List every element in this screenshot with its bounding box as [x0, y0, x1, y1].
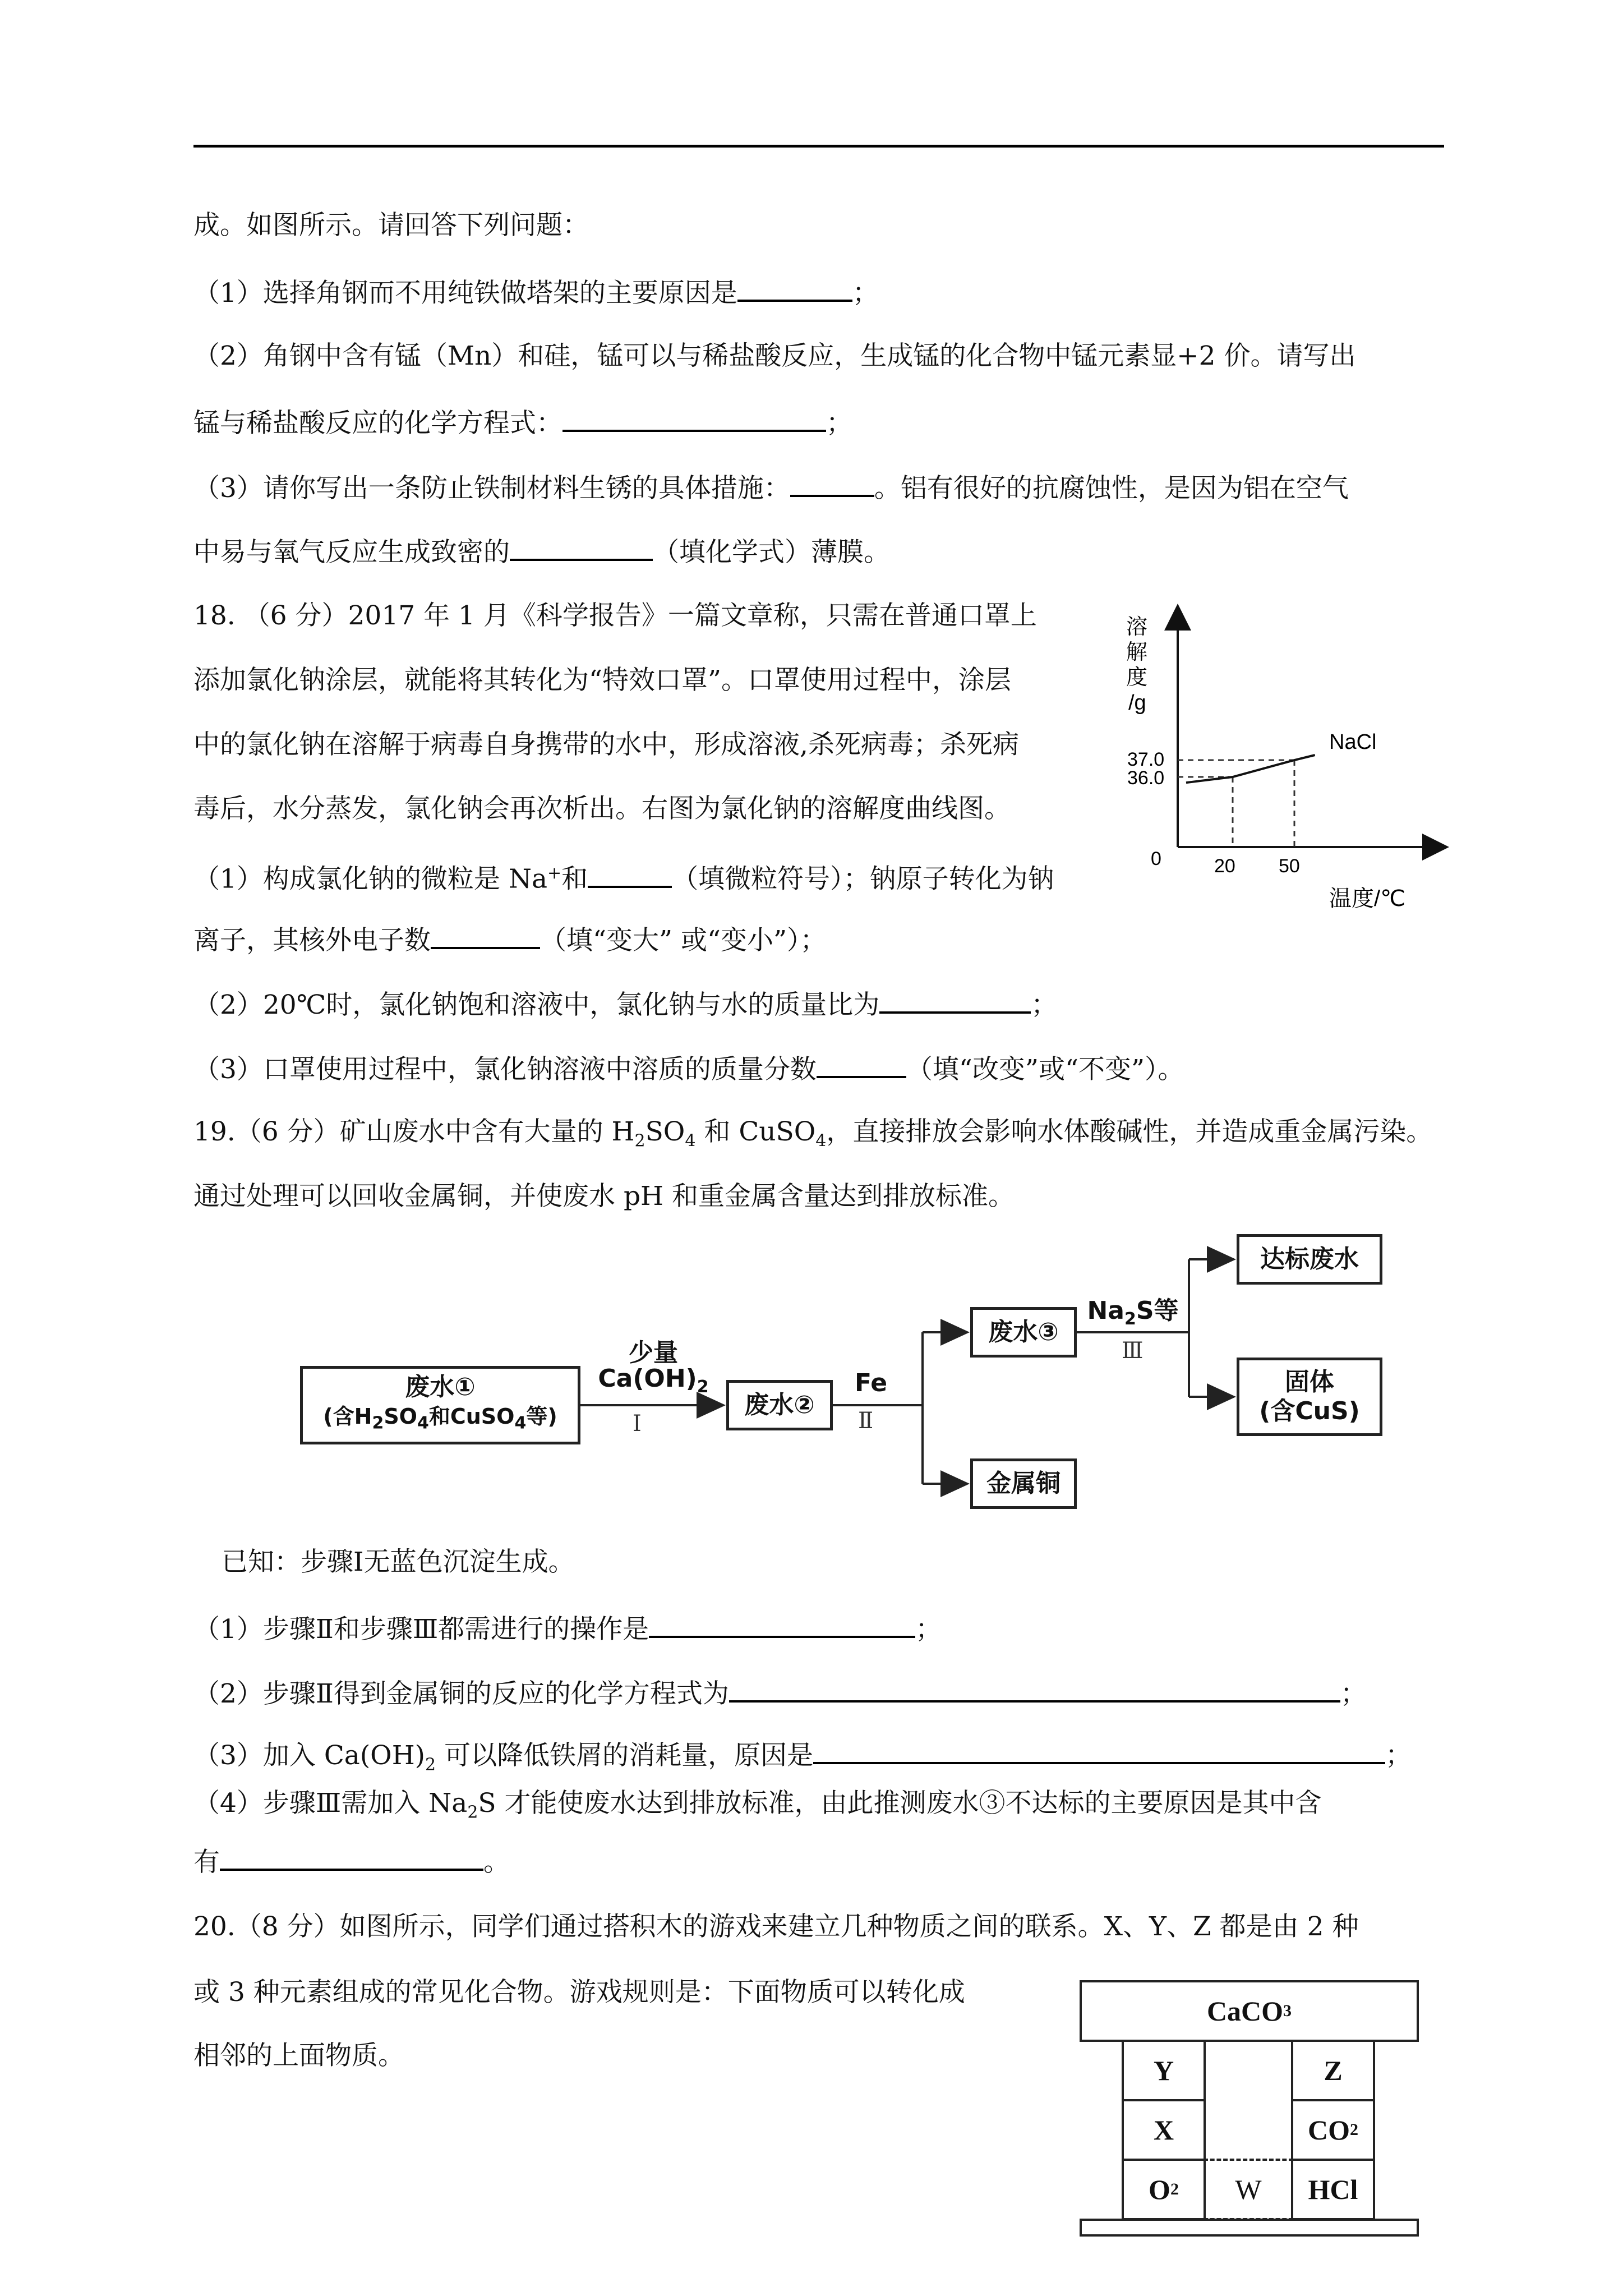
text-line: 毒后，水分蒸发，氯化钠会再次析出。右图为氯化钠的溶解度曲线图。: [193, 793, 1011, 824]
block-w: W: [1204, 2159, 1293, 2220]
block-o2: O 2: [1122, 2159, 1206, 2220]
step2-reagent-label: Fe: [854, 1369, 888, 1397]
x-axis-label: 温度/℃: [1329, 886, 1406, 909]
y-axis-label-2: 解: [1126, 641, 1148, 664]
text-line: （3）加入 $Ca(OH)_2$ 可以降低铁屑的消耗量，原因是 ；: [193, 1736, 1412, 1782]
y-tick-label-36: 36.0: [1127, 767, 1165, 789]
origin-label: 0: [1151, 848, 1161, 869]
text-line: （1）步骤Ⅱ和步骤Ⅲ都需进行的操作是 ；: [193, 1610, 942, 1646]
step1-amount-label: 少量: [629, 1338, 678, 1367]
text-line: 20.（8 分）如图所示，同学们通过搭积木的游戏来建立几种物质之间的联系。X、Y、Z 都是由 2 种: [193, 1911, 1359, 1942]
y-axis-label-3: 度: [1126, 666, 1148, 689]
flow-box-wastewater-1: 废水① (含$H_2SO_4$和CuSO$_4$等): [300, 1366, 580, 1444]
series-label-nacl: NaCl: [1329, 730, 1377, 754]
block-caco3: CaCO 3: [1080, 1980, 1419, 2042]
block-hcl: HCl: [1291, 2159, 1375, 2220]
text-line: 添加氯化钠涂层，就能将其转化为“特效口罩”。口罩使用过程中，涂层: [193, 665, 1012, 696]
flow-box-solid-cus: 固体 (含CuS): [1237, 1358, 1382, 1436]
x-tick-label-50: 50: [1279, 855, 1300, 877]
text-line: （3）口罩使用过程中，氯化钠溶液中溶质的质量分数 （填“改变”或“不变”）。: [193, 1050, 1184, 1087]
block-co2: CO 2: [1291, 2099, 1375, 2161]
y-axis-label-1: 溶: [1126, 615, 1148, 639]
text-line: 有 。: [193, 1843, 510, 1879]
block-base: [1080, 2219, 1419, 2237]
y-axis-label-4: /g: [1128, 691, 1146, 715]
step3-reagent-label: $Na_2S$等: [1087, 1296, 1179, 1329]
text-line: （1）构成氯化钠的微粒是 Na+和 （填微粒符号）；钠原子转化为钠: [193, 857, 1054, 896]
flow-box-wastewater-3: 废水③: [970, 1307, 1077, 1358]
text-line: 中易与氧气反应生成致密的 （填化学式）薄膜。: [193, 533, 890, 569]
answer-blank[interactable]: [220, 1843, 483, 1871]
text-line: （2）角钢中含有锰（Mn）和硅，锰可以与稀盐酸反应，生成锰的化合物中锰元素显+2 价。请写出: [193, 341, 1356, 371]
step1-reagent-label: $Ca(OH)_2$: [598, 1364, 709, 1397]
text-line: （4）步骤Ⅲ需加入 $Na_2S$ 才能使废水达到排放标准，由此推测废水③不达标的主要原因是其中含: [193, 1788, 1322, 1823]
text-line: 18. （6 分）2017 年 1 月《科学报告》一篇文章称，只需在普通口罩上: [193, 600, 1037, 631]
text-line: 已知：步骤Ⅰ无蓝色沉淀生成。: [222, 1547, 575, 1577]
text-line: 锰与稀盐酸反应的化学方程式： ；: [193, 404, 852, 440]
answer-blank[interactable]: [649, 1610, 915, 1638]
text-line: （2）20℃时，氯化钠饱和溶液中，氯化钠与水的质量比为 ；: [193, 986, 1057, 1022]
text-line: （3）请你写出一条防止铁制材料生锈的具体措施： 。铝有很好的抗腐蚀性，是因为铝在空气: [193, 469, 1349, 505]
text-line: 或 3 种元素组成的常见化合物。游戏规则是：下面物质可以转化成: [193, 1977, 965, 2008]
step1-number: Ⅰ: [633, 1411, 642, 1437]
block-y: Y: [1122, 2040, 1206, 2101]
y-tick-label-37: 37.0: [1127, 749, 1165, 770]
text-line: 中的氯化钠在溶解于病毒自身携带的水中，形成溶液,杀死病毒；杀死病: [193, 729, 1019, 760]
flow-box-copper: 金属铜: [970, 1458, 1077, 1509]
step3-number: Ⅲ: [1122, 1338, 1144, 1364]
flow-box-wastewater-2: 废水②: [726, 1380, 833, 1430]
block-x: X: [1122, 2099, 1206, 2161]
answer-blank[interactable]: [813, 1736, 1385, 1764]
answer-blank[interactable]: [729, 1674, 1340, 1703]
text-line: （2）步骤Ⅱ得到金属铜的反应的化学方程式为 ；: [193, 1674, 1367, 1711]
step2-number: Ⅱ: [858, 1408, 874, 1434]
text-line: 通过处理可以回收金属铜，并使废水 pH 和重金属含量达到排放标准。: [193, 1181, 1015, 1212]
x-tick-label-20: 20: [1214, 855, 1235, 877]
text-line: 成。如图所示。请回答下列问题：: [193, 210, 589, 241]
text-line: （1）选择角钢而不用纯铁做塔架的主要原因是 ；: [193, 274, 879, 310]
text-line: 离子，其核外电子数 （填“变大” 或“变小”）；: [193, 921, 827, 958]
flow-box-compliant-water: 达标废水: [1237, 1234, 1382, 1285]
block-z: Z: [1291, 2040, 1375, 2101]
text-line: 19.（6 分）矿山废水中含有大量的 $H_2SO_4$ 和 CuSO$_4$，直接排放会影响水体酸碱性，并造成重金属污染。: [193, 1116, 1433, 1151]
text-line: 相邻的上面物质。: [193, 2040, 404, 2071]
